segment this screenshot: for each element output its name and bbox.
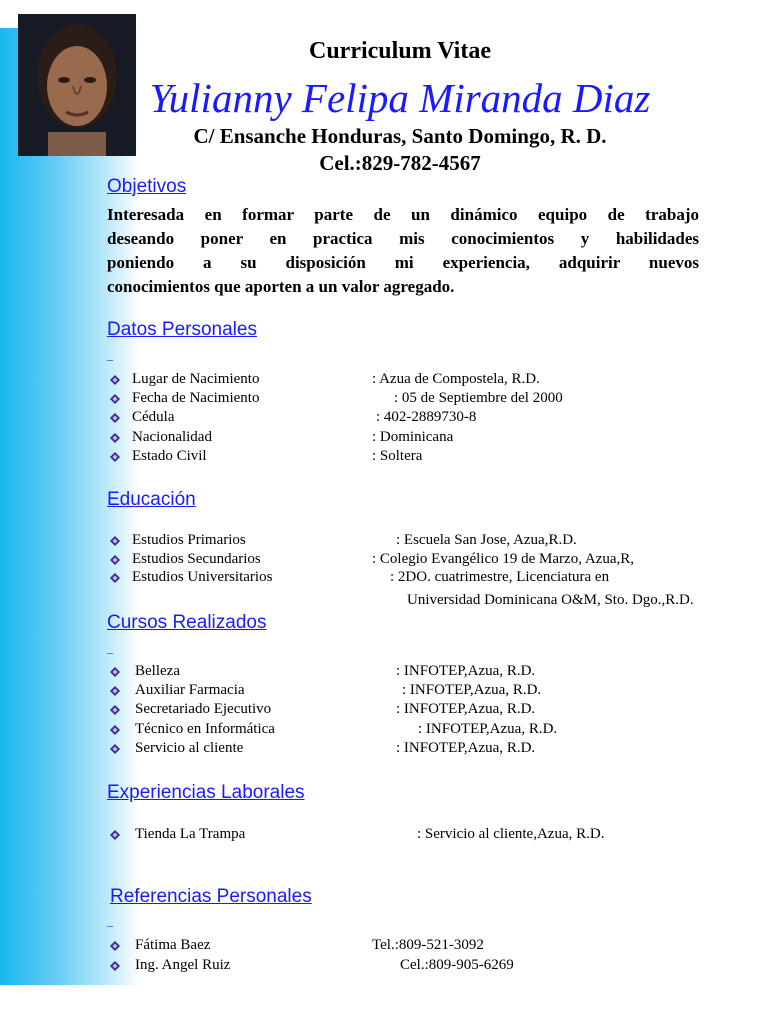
- document-title: Curriculum Vitae: [309, 38, 491, 64]
- educacion-item-label: Estudios Universitarios: [132, 569, 273, 585]
- underscore-mark: _: [107, 914, 113, 928]
- diamond-bullet-icon: [110, 686, 120, 696]
- objective-line: Interesada en formar parte de un dinámico equipo de trabajo: [107, 205, 699, 224]
- heading-cursos: Cursos Realizados: [107, 612, 267, 633]
- datos-item-value: : 05 de Septiembre del 2000: [394, 390, 563, 407]
- datos-item: [110, 429, 750, 448]
- diamond-bullet-icon: [110, 452, 120, 462]
- heading-objetivos: Objetivos: [107, 176, 187, 197]
- diamond-bullet-icon: [110, 573, 120, 583]
- datos-item: [110, 448, 750, 467]
- objective-line: poniendo a su disposición mi experiencia, adquirir nuevos: [107, 253, 699, 272]
- underscore-mark: _: [107, 641, 113, 655]
- cursos-item-label: Secretariado Ejecutivo: [135, 701, 272, 718]
- cursos-item-label: Belleza: [135, 663, 180, 679]
- cursos-item-label: Técnico en Informática: [135, 720, 275, 737]
- diamond-bullet-icon: [110, 830, 120, 840]
- heading-experiencias: Experiencias Laborales: [107, 782, 305, 803]
- heading-datos-personales: Datos Personales: [107, 319, 257, 340]
- cursos-item-label: Servicio al cliente: [135, 739, 244, 756]
- datos-item-value: : Azua de Compostela, R.D.: [372, 371, 540, 387]
- educacion-item: [110, 569, 750, 588]
- heading-referencias: Referencias Personales: [110, 886, 312, 907]
- educacion-item: [110, 532, 750, 551]
- diamond-bullet-icon: [110, 705, 120, 715]
- datos-item: [110, 390, 750, 409]
- cursos-item-label: Auxiliar Farmacia: [135, 682, 245, 699]
- referencias-item-label: Fátima Baez: [135, 937, 211, 953]
- cursos-item-value: : INFOTEP,Azua, R.D.: [396, 739, 536, 756]
- datos-item-label: Cédula: [132, 409, 175, 426]
- educacion-item: [110, 551, 750, 570]
- referencias-item: [110, 937, 750, 956]
- candidate-address: C/ Ensanche Honduras, Santo Domingo, R. D.: [193, 124, 607, 148]
- diamond-bullet-icon: [110, 961, 120, 971]
- diamond-bullet-icon: [110, 413, 120, 423]
- datos-item-label: Lugar de Nacimiento: [132, 371, 260, 387]
- objective-line: conocimientos que aporten a un valor agregado.: [107, 277, 455, 296]
- cursos-item: [110, 663, 750, 682]
- referencias-item: [110, 957, 750, 976]
- diamond-bullet-icon: [110, 725, 120, 735]
- referencias-item-value: Tel.:809-521-3092: [372, 937, 484, 953]
- educacion-item-value: : 2DO. cuatrimestre, Licenciatura en: [390, 569, 610, 585]
- experiencias-item-label: Tienda La Trampa: [135, 826, 246, 842]
- diamond-bullet-icon: [110, 941, 120, 951]
- educacion-item-value: : Colegio Evangélico 19 de Marzo, Azua,R,: [372, 550, 635, 567]
- underscore-mark: _: [107, 348, 113, 362]
- experiencias-item: [110, 826, 750, 845]
- educacion-item-label: Estudios Primarios: [132, 532, 246, 548]
- cursos-item: [110, 721, 750, 740]
- referencias-item-value: Cel.:809-905-6269: [400, 957, 514, 973]
- educacion-item-value: : Escuela San Jose, Azua,R.D.: [396, 532, 577, 548]
- diamond-bullet-icon: [110, 667, 120, 677]
- referencias-item-label: Ing. Angel Ruiz: [135, 957, 231, 973]
- objective-line: deseando poner en practica mis conocimientos y habilidades: [107, 229, 699, 248]
- side-band-bottom-gap: [0, 985, 140, 1024]
- datos-item-value: : Soltera: [372, 447, 423, 464]
- educacion-item-label: Estudios Secundarios: [132, 550, 261, 567]
- educacion-continuation: Universidad Dominicana O&M, Sto. Dgo.,R.D.: [407, 592, 694, 608]
- diamond-bullet-icon: [110, 433, 120, 443]
- datos-item-label: Nacionalidad: [132, 428, 212, 445]
- cursos-item-value: : INFOTEP,Azua, R.D.: [418, 720, 558, 737]
- datos-item-value: : 402-2889730-8: [376, 409, 477, 426]
- educacion-continuation-row: [110, 592, 750, 611]
- cursos-item: [110, 740, 750, 759]
- diamond-bullet-icon: [110, 536, 120, 546]
- diamond-bullet-icon: [110, 744, 120, 754]
- candidate-name: Yulianny Felipa Miranda Diaz: [149, 75, 651, 121]
- objective-paragraph: [107, 203, 699, 299]
- datos-item: [110, 409, 750, 428]
- diamond-bullet-icon: [110, 394, 120, 404]
- cursos-item: [110, 701, 750, 720]
- datos-item: [110, 371, 750, 390]
- diamond-bullet-icon: [110, 375, 120, 385]
- diamond-bullet-icon: [110, 555, 120, 565]
- datos-item-value: : Dominicana: [372, 428, 454, 445]
- cursos-item-value: : INFOTEP,Azua, R.D.: [396, 663, 536, 679]
- experiencias-item-value: : Servicio al cliente,Azua, R.D.: [417, 826, 605, 842]
- candidate-phone: Cel.:829-782-4567: [319, 151, 481, 175]
- cursos-item-value: : INFOTEP,Azua, R.D.: [396, 701, 536, 718]
- cursos-item: [110, 682, 750, 701]
- datos-item-label: Estado Civil: [132, 447, 207, 464]
- heading-educacion: Educación: [107, 489, 196, 510]
- datos-item-label: Fecha de Nacimiento: [132, 390, 260, 407]
- cursos-item-value: : INFOTEP,Azua, R.D.: [402, 682, 542, 699]
